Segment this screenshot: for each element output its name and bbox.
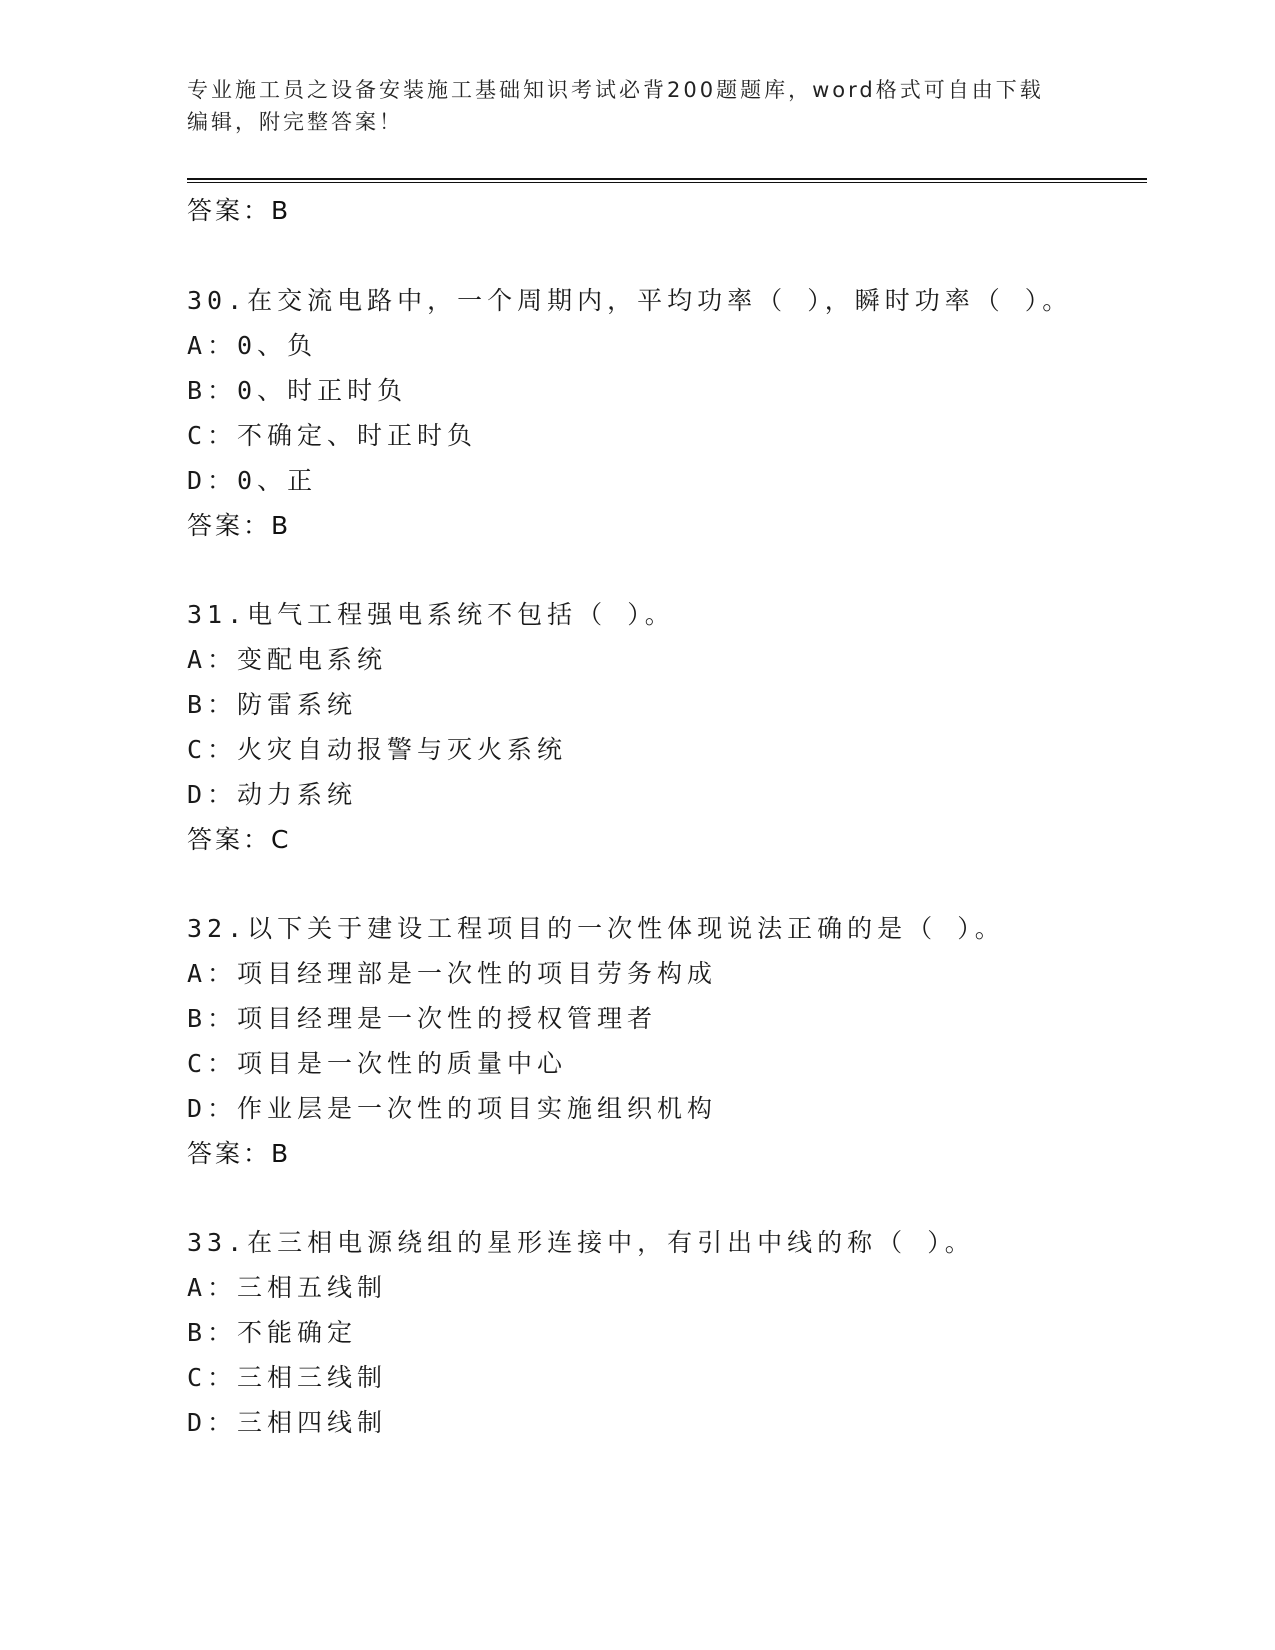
question-stem: 33.在三相电源绕组的星形连接中，有引出中线的称（ ）。 [187, 1228, 975, 1257]
header-line-2: 编辑，附完整答案！ [187, 110, 403, 134]
option-d: D：作业层是一次性的项目实施组织机构 [187, 1094, 718, 1123]
question-stem: 31.电气工程强电系统不包括（ ）。 [187, 600, 675, 629]
question-33 [187, 1220, 1147, 1445]
option-b: B：0、时正时负 [187, 376, 408, 405]
previous-answer: 答案：B [187, 196, 292, 225]
option-c: C：三相三线制 [187, 1363, 388, 1392]
header-divider-thick [187, 178, 1147, 180]
option-b: B：不能确定 [187, 1318, 358, 1347]
option-c: C：火灾自动报警与灭火系统 [187, 735, 568, 764]
option-a: A：变配电系统 [187, 645, 388, 674]
option-a: A：0、负 [187, 331, 318, 360]
option-d: D：三相四线制 [187, 1408, 388, 1437]
option-a: A：三相五线制 [187, 1273, 388, 1302]
answer-line: 答案：B [187, 511, 292, 540]
header-line-1: 专业施工员之设备安装施工基础知识考试必背200题题库，word格式可自由下载 [187, 78, 1044, 102]
question-32 [187, 906, 1147, 1176]
question-30 [187, 278, 1147, 548]
option-c: C：项目是一次性的质量中心 [187, 1049, 568, 1078]
question-stem: 30.在交流电路中，一个周期内，平均功率（ ），瞬时功率（ ）。 [187, 286, 1073, 315]
question-list [187, 278, 1147, 1489]
option-d: D：动力系统 [187, 780, 358, 809]
document-header [187, 74, 1067, 138]
question-31 [187, 592, 1147, 862]
answer-line: 答案：B [187, 1139, 292, 1168]
option-b: B：防雷系统 [187, 690, 358, 719]
option-c: C：不确定、时正时负 [187, 421, 478, 450]
option-d: D：0、正 [187, 466, 318, 495]
question-stem: 32.以下关于建设工程项目的一次性体现说法正确的是（ ）。 [187, 914, 1005, 943]
option-a: A：项目经理部是一次性的项目劳务构成 [187, 959, 718, 988]
option-b: B：项目经理是一次性的授权管理者 [187, 1004, 658, 1033]
answer-line: 答案：C [187, 825, 292, 854]
header-divider-thin [187, 182, 1147, 183]
